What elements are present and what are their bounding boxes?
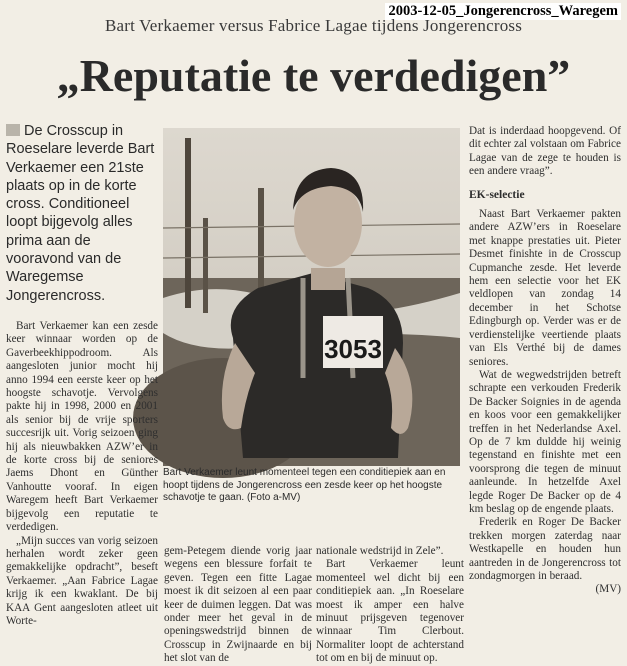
section-subhead: EK-selectie	[469, 188, 525, 201]
image-date-tag: 2003-12-05_Jongerencross_Waregem	[385, 3, 621, 20]
article-column-4	[469, 125, 621, 597]
column-paragraph: Bart Verkaemer kan een zesde keer winnaar worden op de Gaverbeekhippodroom. Als aangesloten junior mocht hij anno 1994 een eerste keer op het hoogste schavotje. Vervolgens pakte hij in 1998, 2000 en 2001 als senior bij de vrije sporters succesrijk uit. Vorig seizoen ging hij als nieuwbakken AZW’er in de korte cross bij de seniores Jaems Dhont en Günther Vanhoutte vooraf. In eigen Waregem heeft Bart Verkaemer bijgevolg een reputatie te verdedigen.	[6, 320, 158, 534]
fence-post	[203, 218, 208, 313]
column-paragraph: „Mijn succes van vorig seizoen herhalen wordt zeker geen gemakkelijke opdracht”, beseft Verkaemer. „Aan Fabrice Lagae krijg ik een kwaklant. De bij KAA Gent aangesloten atleet uit Worte-	[6, 534, 158, 627]
article-headline: „Reputatie te verdedigen”	[56, 50, 571, 101]
column-paragraph: Naast Bart Verkaemer pakten andere AZW’ers in Roeselare met knappe prestaties uit. Pieter Desmet finishte in de Crosscup Cupmanche zesde. Het leverde hem een selectie voor het EK veldlopen van zondag 14 december in het Schotse Edingburgh op. Verder was er de verdienstelijke veertiende plaats van Els Verthé bij de dames seniores.	[469, 208, 621, 368]
intro-text: De Crosscup in Roeselare leverde Bart Verkaemer een 21ste plaats op in de korte cross. Conditioneel loopt bijgevolg alles prima aan de vooravond van de Waregemse Jongerencross.	[6, 123, 155, 304]
column-paragraph: Wat de wegwedstrijden betreft schrapte een verkouden Frederik De Backer Soignies in de agenda en koos voor een gemakkelijker treffen in het Nederlandse Axel. Op de 7 km duldde hij weinig tegenstand en finishte met een voorsprong die tegen de minuut aanleunde. In hetzelfde Axel legde Roger De Backer op de 4 km beslag op de engende plaats.	[469, 368, 621, 515]
column-paragraph: Bart Verkaemer leunt momenteel wel dicht bij een conditiepiek aan. „In Roeselare moest ik amper een halve minuut prijsgeven tegenover winnaar Tim Clerbout. Normaliter loopt de achterstand tot om en bij de minuut op.	[316, 558, 464, 665]
runner-photo-illustration	[163, 128, 460, 466]
column-paragraph: nationale wedstrijd in Zele”.	[316, 545, 444, 557]
article-intro	[6, 122, 160, 305]
article-kicker: Bart Verkaemer versus Fabrice Lagae tijdens Jongerencross	[104, 16, 523, 35]
article-column-1	[6, 320, 158, 628]
column-paragraph: Frederik en Roger De Backer trekken morgen zaterdag naar Westkapelle en houden hun aantreden in de Jongerencross tot zondagmorgen in beraad.	[469, 516, 621, 582]
bullet-square-icon	[6, 124, 20, 136]
runner-neck	[311, 268, 345, 290]
column-paragraph: Dat is inderdaad hoopgevend. Of dit echter zal volstaan om Fabrice Lagae van de zege te houden is een andere vraag”.	[469, 125, 621, 178]
article-column-3	[316, 545, 464, 666]
photo-caption: Bart Verkaemer leunt momenteel tegen een conditiepiek aan en hoopt tijdens de Jongerencross een zesde keer op het hoogste schavotje te gaan. (Foto a-MV)	[163, 467, 446, 503]
bib-number: 3053	[324, 334, 382, 364]
author-credit: (MV)	[595, 583, 621, 596]
article-photo	[163, 128, 460, 466]
column-paragraph: gem-Petegem diende vorig jaar wegens een blessure forfait te geven. Tegen een fitte Lagae moest ik dit seizoen al een paar keer de duimen leggen. Dat was onder meer het geval in de openingswedstrijd binnen de Crosscup in Zwijnaarde en bij het slot van de	[164, 545, 312, 665]
fence-post	[185, 138, 191, 308]
article-column-2	[164, 545, 312, 666]
